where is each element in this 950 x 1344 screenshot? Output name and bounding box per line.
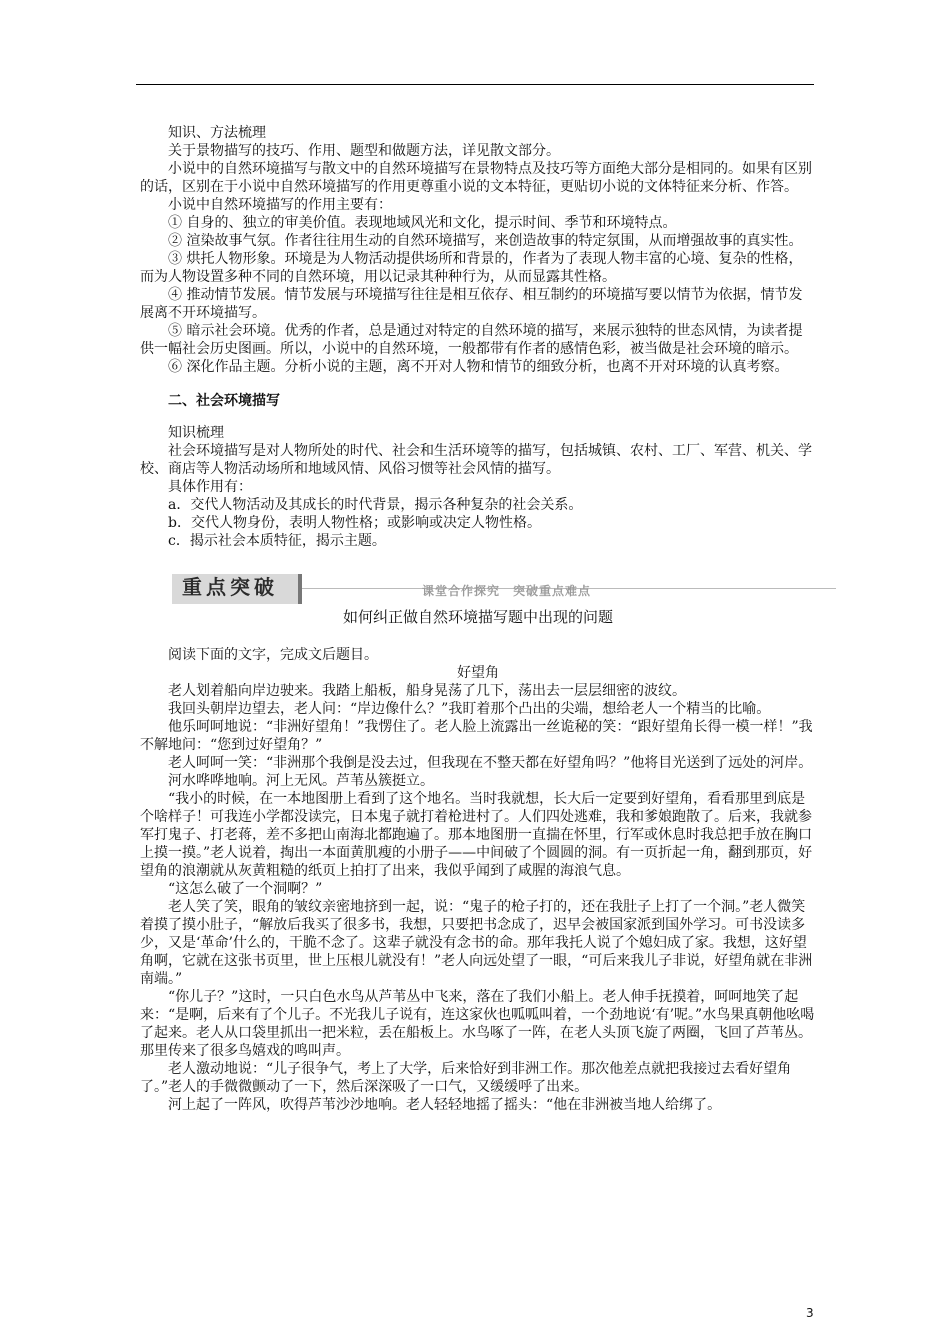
story-paragraph: “你儿子？”这时，一只白色水鸟从芦苇丛中飞来，落在了我们小船上。老人伸手抚摸着，呵呵地笑了起来：“是啊，后来有了个儿子。不光我儿子说有，连这家伙也呱呱叫着，一个劲地说‘有’呢。”水鸟果真朝他吆喝了起来。老人从口袋里抓出一把米粒，丢在船板上。水鸟啄了一阵，在老人头顶飞旋了两圈，飞回了芦苇丛。那里传来了很多鸟嬉戏的鸣叫声。 <box>140 989 815 1059</box>
list-item: ① 自身的、独立的审美价值。表现地域风光和文化，提示时间、季节和环境特点。 <box>168 215 677 231</box>
story-paragraph: 老人呵呵一笑：“非洲那个我倒是没去过，但我现在不整天都在好望角吗？”他将目光送到了远处的河岸。 <box>168 755 813 771</box>
story-paragraph: 河水哗哗地响。河上无风。芦苇丛簇挺立。 <box>168 773 434 789</box>
paragraph: 具体作用有： <box>168 479 252 495</box>
section-title: 二、社会环境描写 <box>168 393 280 409</box>
list-item: c．揭示社会本质特征，揭示主题。 <box>168 533 386 549</box>
story-paragraph: 老人激动地说：“儿子很争气，考上了大学，后来恰好到非洲工作。那次他差点就把我接过去看好望角了。”老人的手微微颤动了一下，然后深深吸了一口气，又缓缓呼了出来。 <box>140 1061 792 1095</box>
list-item: a．交代人物活动及其成长的时代背景，揭示各种复杂的社会关系。 <box>168 497 583 513</box>
story-paragraph: 河上起了一阵风，吹得芦苇沙沙地响。老人轻轻地摇了摇头：“他在非洲被当地人给绑了。 <box>168 1097 722 1113</box>
header-rule <box>136 84 814 85</box>
story-paragraph: 我回头朝岸边望去，老人问：“岸边像什么？”我盯着那个凸出的尖端，想给老人一个精当的比喻。 <box>168 701 771 717</box>
knowledge-heading: 知识梳理 <box>168 425 224 441</box>
page-number: 3 <box>806 1306 814 1320</box>
paragraph: 小说中自然环境描写的作用主要有： <box>168 197 392 213</box>
paragraph: 社会环境描写是对人物所处的时代、社会和生活环境等的描写，包括城镇、农村、工厂、军营、机关、学校、商店等人物活动场所和地域风情、风俗习惯等社会风情的描写。 <box>140 443 812 477</box>
topic-title: 如何纠正做自然环境描写题中出现的问题 <box>342 608 613 626</box>
story-title: 好望角 <box>457 665 499 681</box>
list-item: ④ 推动情节发展。情节发展与环境描写往往是相互依存、相互制约的环境描写要以情节为依据，情节发展离不开环境描写。 <box>140 287 803 321</box>
banner-title: 重点突破 <box>182 575 278 599</box>
story-paragraph: 他乐呵呵地说：“非洲好望角！”我愣住了。老人脸上流露出一丝诡秘的笑：“跟好望角长得一模一样！”我不解地问：“您到过好望角？” <box>140 719 813 753</box>
document-body <box>140 124 816 1114</box>
list-item: ⑥ 深化作品主题。分析小说的主题，离不开对人物和情节的细致分析，也离不开对环境的认真考察。 <box>168 359 789 375</box>
paragraph: 关于景物描写的技巧、作用、题型和做题方法，详见散文部分。 <box>168 143 560 159</box>
list-item: ⑤ 暗示社会环境。优秀的作者，总是通过对特定的自然环境的描写，来展示独特的世态风情，为读者提供一幅社会历史图画。所以，小说中的自然环境，一般都带有作者的感情色彩，被当做是社会环境的暗示。 <box>140 323 803 357</box>
list-item: ③ 烘托人物形象。环境是为人物活动提供场所和背景的，作者为了表现人物丰富的心境、复杂的性格，而为人物设置多种不同的自然环境，用以记录其种种行为，从而显露其性格。 <box>140 251 803 285</box>
story-paragraph: 老人划着船向岸边驶来。我踏上船板，船身晃荡了几下，荡出去一层层细密的波纹。 <box>168 683 686 699</box>
section-banner <box>172 574 836 608</box>
paragraph: 小说中的自然环境描写与散文中的自然环境描写在景物特点及技巧等方面绝大部分是相同的。如果有区别的话，区别在于小说中自然环境描写的作用更尊重小说的文本特征，更贴切小说的文体特征来分析、作答。 <box>140 161 812 195</box>
list-item: b．交代人物身份，表明人物性格；或影响或决定人物性格。 <box>168 515 541 531</box>
story-paragraph: 老人笑了笑，眼角的皱纹亲密地挤到一起，说：“鬼子的枪子打的，还在我肚子上打了一个洞。”老人微笑着摸了摸小肚子，“解放后我买了很多书，我想，只要把书念成了，迟早会被国家派到国外学习。可书没读多少，又是‘革命’什么的，干脆不念了。这辈子就没有念书的命。那年我托人说了个媳妇成了家。我想，这好望角啊，它就在这张书页里，世上压根儿就没有！”老人向远处望了一眼，“可后来我儿子非说，好望角就在非洲南端。” <box>140 899 813 987</box>
knowledge-heading: 知识、方法梳理 <box>168 125 266 141</box>
instruction: 阅读下面的文字，完成文后题目。 <box>168 647 378 663</box>
story-paragraph: “我小的时候，在一本地图册上看到了这个地名。当时我就想，长大后一定要到好望角，看看那里到底是个啥样子！可我连小学都没读完，日本鬼子就打着枪进村了。人们四处逃难，我和爹娘跑散了。后来，我就参军打鬼子、打老蒋，差不多把山南海北都跑遍了。那本地图册一直揣在怀里，行军或休息时我总把手放在胸口上摸一摸。”老人说着，掏出一本面黄肌瘦的小册子——中间破了个圆圆的洞。有一页折起一角，翻到那页，好望角的浪潮就从灰黄粗糙的纸页上拍打了出来，我似乎闻到了咸腥的海浪气息。 <box>140 791 813 879</box>
story-paragraph: “这怎么破了一个洞啊？” <box>168 881 323 897</box>
banner-subtitle: 课堂合作探究 突破重点难点 <box>422 584 592 598</box>
list-item: ② 渲染故事气氛。作者往往用生动的自然环境描写，来创造故事的特定氛围，从而增强故事的真实性。 <box>168 233 803 249</box>
